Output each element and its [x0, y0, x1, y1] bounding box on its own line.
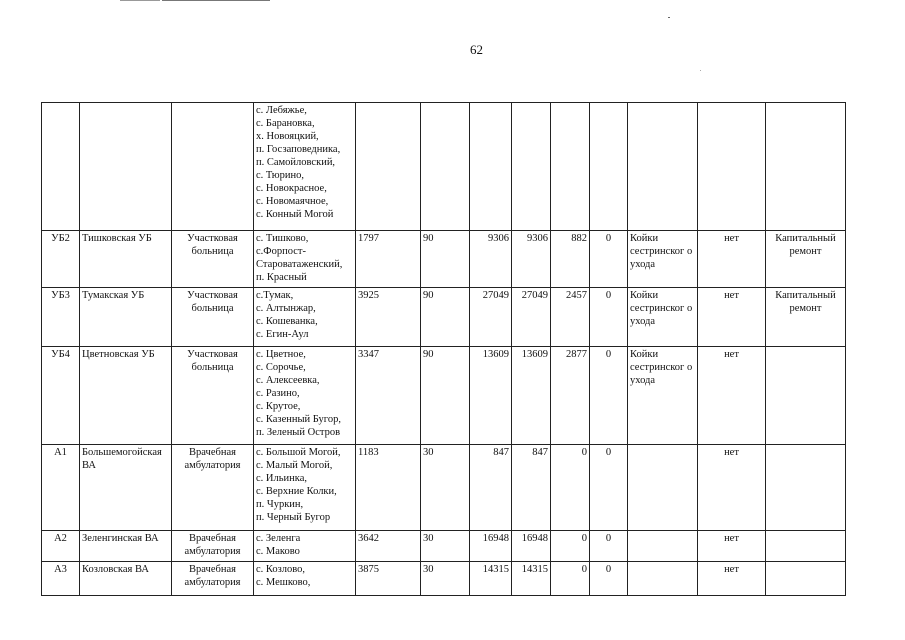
availability-flag: нет — [698, 288, 766, 347]
facility-name: Зеленгинская ВА — [80, 531, 172, 562]
settlements-served — [254, 562, 356, 596]
bed-type: Койки сестринског о ухода — [628, 288, 698, 347]
settlement-line: с. Большой Могой, — [256, 447, 341, 458]
repair-status: Капитальный ремонт — [766, 288, 846, 347]
value-2: 9306 — [512, 231, 551, 288]
settlement-line: с. Маково — [256, 546, 300, 557]
facility-name: Большемогойская ВА — [80, 445, 172, 531]
value-2: 14315 — [512, 562, 551, 596]
facility-code: А3 — [42, 562, 80, 596]
value-4: 0 — [590, 288, 628, 347]
settlement-line: с. Крутое, — [256, 401, 301, 412]
settlement-line: с. Алексеевка, — [256, 375, 320, 386]
settlement-line: с.Тумак, — [256, 290, 294, 301]
scan-artifact — [162, 0, 270, 1]
settlement-line: с.Форпост- — [256, 246, 306, 257]
settlement-line: с. Тишково, — [256, 233, 309, 244]
value-1: 847 — [470, 445, 512, 531]
availability-flag: нет — [698, 445, 766, 531]
facility-name — [80, 103, 172, 231]
settlement-line: с. Егин-Аул — [256, 329, 309, 340]
facility-name: Тишковская УБ — [80, 231, 172, 288]
repair-status — [766, 531, 846, 562]
scan-speck — [700, 70, 701, 71]
availability-flag: нет — [698, 347, 766, 445]
settlement-line: п. Госзаповедника, — [256, 144, 341, 155]
value-1: 27049 — [470, 288, 512, 347]
value-3: 2457 — [551, 288, 590, 347]
availability-flag: нет — [698, 531, 766, 562]
settlement-line: п. Зеленый Остров — [256, 427, 341, 438]
settlements-served — [254, 347, 356, 445]
value-3: 0 — [551, 445, 590, 531]
settlement-line: с. Ильинка, — [256, 473, 307, 484]
value-4: 0 — [590, 347, 628, 445]
settlement-line: Староватаженский, — [256, 259, 343, 270]
value-1: 9306 — [470, 231, 512, 288]
facility-type — [172, 103, 254, 231]
repair-status — [766, 445, 846, 531]
population: 3642 — [356, 531, 421, 562]
facility-code — [42, 103, 80, 231]
value-2: 27049 — [512, 288, 551, 347]
table-row — [42, 231, 846, 288]
availability-flag — [698, 103, 766, 231]
scan-speck — [668, 17, 670, 18]
settlement-line: п. Черный Бугор — [256, 512, 331, 523]
population: 3925 — [356, 288, 421, 347]
value-4: 0 — [590, 562, 628, 596]
settlement-line: с. Разино, — [256, 388, 300, 399]
value-4: 0 — [590, 445, 628, 531]
settlements-served — [254, 445, 356, 531]
settlement-line: с. Верхние Колки, — [256, 486, 337, 497]
settlement-line: п. Красный — [256, 272, 307, 283]
settlement-line: с. Цветное, — [256, 349, 306, 360]
bed-type — [628, 531, 698, 562]
repair-status: Капитальный ремонт — [766, 231, 846, 288]
settlements-served — [254, 531, 356, 562]
value-1: 13609 — [470, 347, 512, 445]
settlement-line: с. Тюрино, — [256, 170, 305, 181]
facility-type: Участковая больница — [172, 231, 254, 288]
settlements-served — [254, 231, 356, 288]
facility-type: Участковая больница — [172, 347, 254, 445]
distance: 90 — [421, 231, 470, 288]
settlement-line: х. Новояцкий, — [256, 131, 319, 142]
value-1: 16948 — [470, 531, 512, 562]
distance: 90 — [421, 288, 470, 347]
repair-status — [766, 103, 846, 231]
value-2 — [512, 103, 551, 231]
settlement-line: с. Козлово, — [256, 564, 306, 575]
page-number: 62 — [470, 42, 483, 57]
availability-flag: нет — [698, 231, 766, 288]
settlement-line: с. Мешково, — [256, 577, 311, 588]
facilities-table — [41, 102, 846, 596]
facility-code: УБ3 — [42, 288, 80, 347]
settlement-line: с. Сорочье, — [256, 362, 306, 373]
facility-type: Врачебная амбулатория — [172, 531, 254, 562]
settlement-line: с. Новомаячное, — [256, 196, 329, 207]
population: 1183 — [356, 445, 421, 531]
table-row — [42, 347, 846, 445]
value-4: 0 — [590, 231, 628, 288]
facility-type: Врачебная амбулатория — [172, 562, 254, 596]
facility-code: А2 — [42, 531, 80, 562]
distance: 30 — [421, 445, 470, 531]
value-4 — [590, 103, 628, 231]
facility-code: УБ2 — [42, 231, 80, 288]
population: 3875 — [356, 562, 421, 596]
value-3 — [551, 103, 590, 231]
settlement-line: с. Казенный Бугор, — [256, 414, 341, 425]
value-2: 16948 — [512, 531, 551, 562]
facility-name: Козловская ВА — [80, 562, 172, 596]
bed-type — [628, 562, 698, 596]
value-3: 0 — [551, 531, 590, 562]
bed-type: Койки сестринског о ухода — [628, 231, 698, 288]
settlement-line: с. Алтынжар, — [256, 303, 316, 314]
facility-code: А1 — [42, 445, 80, 531]
value-2: 13609 — [512, 347, 551, 445]
value-1: 14315 — [470, 562, 512, 596]
distance: 30 — [421, 531, 470, 562]
facility-type: Участковая больница — [172, 288, 254, 347]
settlement-line: с. Зеленга — [256, 533, 301, 544]
bed-type — [628, 445, 698, 531]
population: 3347 — [356, 347, 421, 445]
value-3: 0 — [551, 562, 590, 596]
value-2: 847 — [512, 445, 551, 531]
repair-status — [766, 562, 846, 596]
settlement-line: с. Малый Могой, — [256, 460, 333, 471]
settlement-line: с. Барановка, — [256, 118, 315, 129]
table-row — [42, 531, 846, 562]
bed-type: Койки сестринског о ухода — [628, 347, 698, 445]
repair-status — [766, 347, 846, 445]
table-row — [42, 445, 846, 531]
bed-type — [628, 103, 698, 231]
settlement-line: п. Чуркин, — [256, 499, 304, 510]
settlements-served — [254, 288, 356, 347]
distance: 90 — [421, 347, 470, 445]
table-row — [42, 288, 846, 347]
settlement-line: п. Самойловский, — [256, 157, 336, 168]
population: 1797 — [356, 231, 421, 288]
settlement-line: с. Лебяжье, — [256, 105, 307, 116]
facility-name: Тумакская УБ — [80, 288, 172, 347]
facility-name: Цветновская УБ — [80, 347, 172, 445]
distance — [421, 103, 470, 231]
availability-flag: нет — [698, 562, 766, 596]
population — [356, 103, 421, 231]
table-row — [42, 103, 846, 231]
value-3: 2877 — [551, 347, 590, 445]
value-3: 882 — [551, 231, 590, 288]
value-4: 0 — [590, 531, 628, 562]
settlements-served — [254, 103, 356, 231]
facility-type: Врачебная амбулатория — [172, 445, 254, 531]
facility-code: УБ4 — [42, 347, 80, 445]
scan-artifact — [120, 0, 160, 1]
settlement-line: с. Кошеванка, — [256, 316, 318, 327]
table-row — [42, 562, 846, 596]
value-1 — [470, 103, 512, 231]
settlement-line: с. Конный Могой — [256, 209, 334, 220]
settlement-line: с. Новокрасное, — [256, 183, 327, 194]
distance: 30 — [421, 562, 470, 596]
